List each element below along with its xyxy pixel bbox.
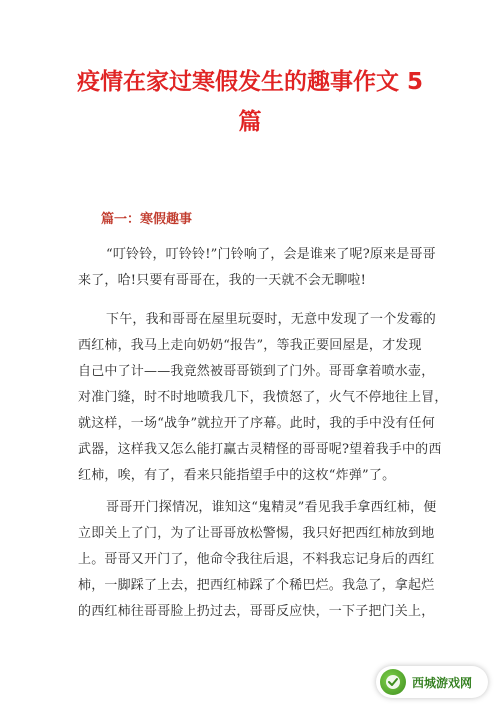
paragraph-line: 上。哥哥又开门了，他命令我往后退，不料我忘记身后的西红 xyxy=(78,552,435,567)
section-heading: 篇一：寒假趣事 xyxy=(101,212,193,227)
paragraph-2 xyxy=(78,307,448,489)
site-watermark-link[interactable] xyxy=(376,666,488,698)
paragraph-line: 来了，哈!只要有哥哥在，我的一天就不会无聊啦! xyxy=(78,273,367,288)
paragraph-1 xyxy=(78,242,436,294)
paragraph-line: 自己中了计——我竟然被哥哥锁到了门外。哥哥拿着喷水壶， xyxy=(78,364,435,379)
paragraph-line: 立即关上了门，为了让哥哥放松警惕，我只好把西红柿放到地 xyxy=(78,526,435,541)
paragraph-line: 下午，我和哥哥在屋里玩耍时，无意中发现了一个发霉的 xyxy=(106,312,437,327)
paragraph-line: 西红柿，我马上走向奶奶“报告”，等我正要回屋是，才发现 xyxy=(78,338,422,353)
paragraph-3 xyxy=(78,495,437,625)
document-title-line-2: 篇 xyxy=(238,109,262,135)
paragraph-line: 武器，这样我又怎么能打赢古灵精怪的哥哥呢?望着我手中的西 xyxy=(78,442,442,457)
paragraph-line: 对准门缝，时不时地喷我几下，我愤怒了，火气不停地往上冒， xyxy=(78,390,448,405)
paragraph-line: 红柿，唉，有了，看来只能指望手中的这枚“炸弹”了。 xyxy=(78,468,396,483)
game-logo-icon xyxy=(380,669,406,695)
paragraph-line: 哥哥开门探情况，谁知这“鬼精灵”看见我手拿西红柿，便 xyxy=(106,500,437,515)
watermark-text: 西城游戏网 xyxy=(412,675,473,690)
paragraph-line: 柿，一脚踩了上去，把西红柿踩了个稀巴烂。我急了，拿起烂 xyxy=(78,578,435,593)
paragraph-line: 就这样，一场“战争”就拉开了序幕。此时，我的手中没有任何 xyxy=(78,416,435,431)
paragraph-line: “叮铃铃，叮铃铃!”门铃响了，会是谁来了呢?原来是哥哥 xyxy=(106,247,436,262)
document-title-line-1: 疫情在家过寒假发生的趣事作文 5 xyxy=(76,69,423,95)
paragraph-line: 的西红柿往哥哥脸上扔过去，哥哥反应快，一下子把门关上， xyxy=(78,604,435,619)
